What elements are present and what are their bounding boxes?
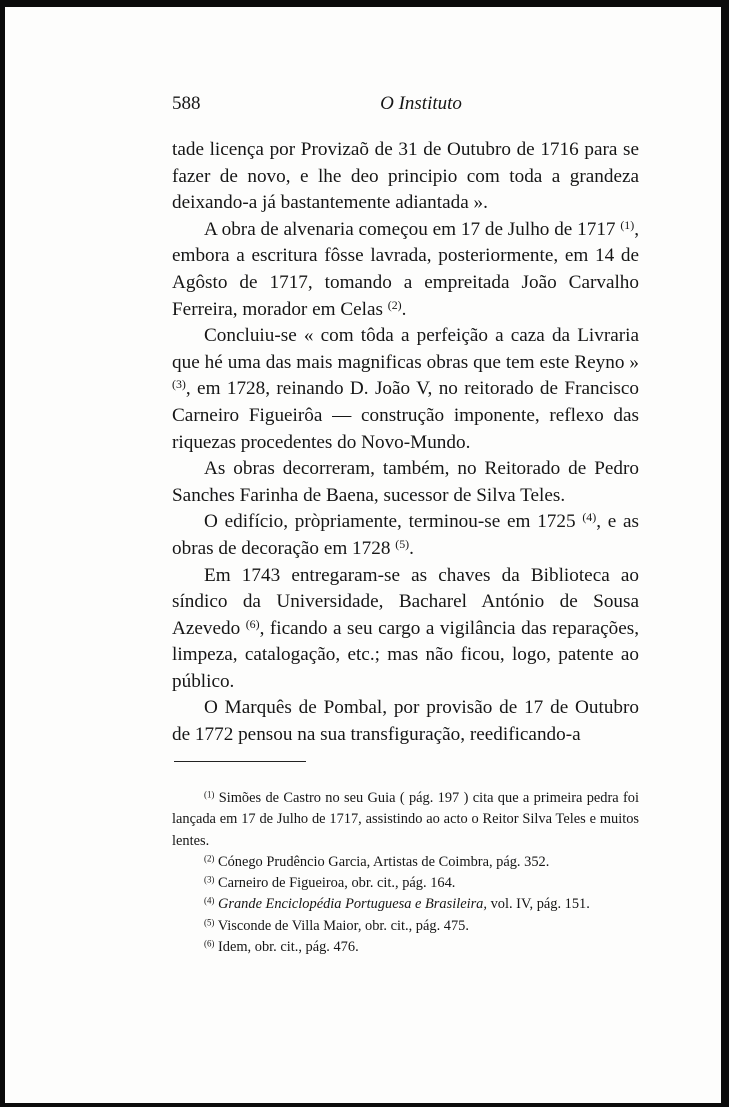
footnote-5-text: Visconde de Villa Maior, obr. cit., pág. 475. bbox=[214, 917, 469, 934]
paragraph-2-text-c: . bbox=[401, 298, 407, 320]
footnote-4-title: Grande Enciclopédia Portuguesa e Brasileira, bbox=[214, 896, 487, 913]
paragraph-1: tade licença por Provizaõ de 31 de Outubro de 1716 para se fazer de novo, e lhe deo principio com toda a grandeza deixando-a já bastantemente adiantada ». bbox=[172, 139, 639, 214]
footnote-ref-5: (5) bbox=[395, 536, 410, 551]
scan-edge-top bbox=[0, 0, 729, 7]
footnote-5-mark: (5) bbox=[204, 917, 215, 928]
paragraph-2-text-b: , embora a escritura fôsse lavrada, posteriormente, em 14 de Agôsto de 1717, tomando a empreitada João Carvalho Ferreira, morador em Celas bbox=[172, 218, 639, 320]
footnote-5 bbox=[172, 916, 639, 937]
paragraph-3-text-a: Concluiu-se « com tôda a perfeição a caza da Livraria que hé uma das mais magnificas obras que tem este Reyno » bbox=[172, 325, 639, 373]
footnote-1 bbox=[172, 788, 639, 852]
page-number: 588 bbox=[172, 93, 201, 114]
footnote-4-mark: (4) bbox=[204, 896, 215, 907]
footnote-6-text: Idem, obr. cit., pág. 476. bbox=[214, 939, 359, 956]
paragraph-2 bbox=[172, 217, 639, 323]
paragraph-6-text-b: , ficando a seu cargo a vigilância das reparações, limpeza, catalogação, etc.; mas não ficou, logo, patente ao público. bbox=[172, 617, 640, 692]
scan-edge-right bbox=[721, 0, 729, 1107]
scan-edge-bottom bbox=[0, 1103, 729, 1107]
footnote-ref-2: (2) bbox=[387, 297, 402, 312]
body-text bbox=[172, 137, 639, 749]
paragraph-5-text-a: O edifício, pròpriamente, terminou-se em 1725 bbox=[204, 511, 583, 533]
footnotes bbox=[172, 788, 639, 958]
footnote-2-mark: (2) bbox=[204, 853, 215, 864]
paragraph-5-text-c: . bbox=[409, 537, 414, 559]
paragraph-4: As obras decorreram, também, no Reitorado de Pedro Sanches Farinha de Baena, sucessor de Silva Teles. bbox=[172, 458, 639, 506]
paragraph-3-text-b: , em 1728, reinando D. João V, no reitorado de Francisco Carneiro Figueirôa — construção imponente, reflexo das riquezas procedentes do Novo-Mundo. bbox=[172, 378, 639, 453]
footnote-3 bbox=[172, 873, 639, 894]
page-header bbox=[172, 93, 640, 119]
footnote-3-mark: (3) bbox=[204, 874, 215, 885]
paragraph-6 bbox=[172, 563, 639, 696]
paragraph-2-text-a: A obra de alvenaria começou em 17 de Julho de 1717 bbox=[204, 218, 621, 240]
paragraph-7: O Marquês de Pombal, por provisão de 17 de Outubro de 1772 pensou na sua transfiguração, reedificando-a bbox=[172, 697, 639, 746]
footnote-2-text: Cónego Prudêncio Garcia, Artistas de Coimbra, pág. 352. bbox=[214, 853, 550, 870]
footnote-1-text: Simões de Castro no seu Guia ( pág. 197 ) cita que a primeira pedra foi lançada em 17 de Julho de 1717, assistindo ao acto o Reitor Silva Teles e muitos lentes. bbox=[172, 790, 639, 849]
footnote-1-mark: (1) bbox=[204, 789, 215, 800]
footnote-ref-6: (6) bbox=[245, 616, 260, 631]
footnote-ref-1: (1) bbox=[620, 217, 635, 232]
footnote-separator bbox=[174, 761, 306, 762]
footnote-6-mark: (6) bbox=[204, 938, 215, 949]
scan-edge-left bbox=[0, 0, 5, 1107]
footnote-6 bbox=[172, 937, 639, 958]
footnote-4-text: vol. IV, pág. 151. bbox=[486, 896, 590, 913]
running-title: O Instituto bbox=[380, 93, 462, 114]
paragraph-5-text-b: , e as obras de decoração em 1728 bbox=[172, 511, 640, 559]
paragraph-3 bbox=[172, 323, 639, 456]
footnote-3-text: Carneiro de Figueiroa, obr. cit., pág. 164. bbox=[214, 875, 456, 892]
footnote-4 bbox=[172, 894, 639, 915]
footnote-ref-4: (4) bbox=[582, 510, 597, 525]
footnote-ref-3: (3) bbox=[172, 377, 186, 392]
paragraph-6-text-a: Em 1743 entregaram-se as chaves da Biblioteca ao síndico da Universidade, Bacharel António de Sousa Azevedo bbox=[172, 564, 639, 639]
paragraph-5 bbox=[172, 509, 639, 562]
footnote-2 bbox=[172, 852, 639, 873]
